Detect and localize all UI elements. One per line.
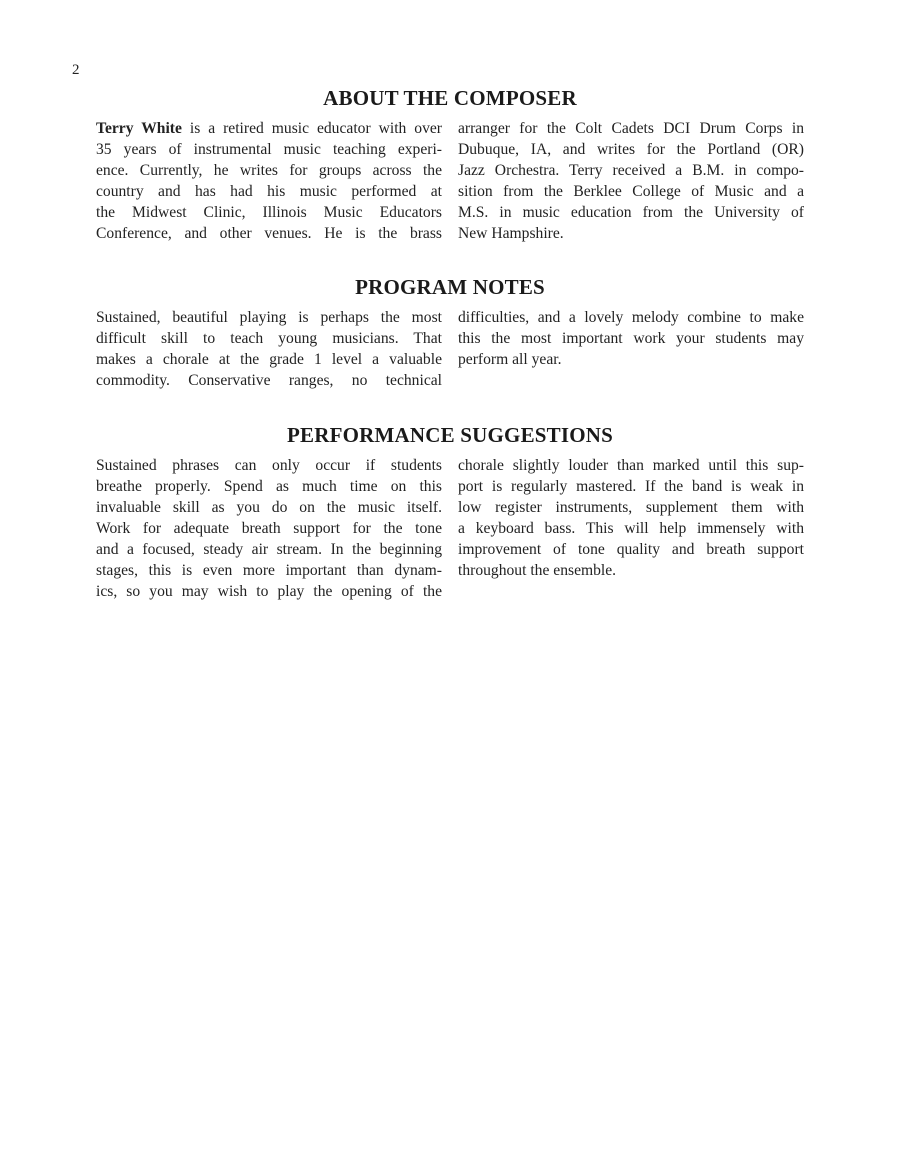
text-line	[96, 118, 442, 139]
text-line: Work for adequate breath support for the tone	[96, 520, 442, 537]
text-span: is a retired music educator with over	[181, 120, 442, 137]
text-line: difficulties, and a lovely melody combine to make	[458, 309, 804, 326]
text-line: ence. Currently, he writes for groups across the	[96, 162, 442, 179]
composer-name: Terry White	[96, 120, 182, 137]
text-line: a keyboard bass. This will help immensely with	[458, 520, 804, 537]
text-line: commodity. Conservative ranges, no technical	[96, 372, 442, 389]
program-notes-columns	[96, 307, 804, 391]
performance-suggestions-right-column	[458, 455, 804, 602]
text-line: Jazz Orchestra. Terry received a B.M. in compo-	[458, 162, 804, 179]
text-line: the Midwest Clinic, Illinois Music Educators	[96, 204, 442, 221]
program-notes-heading: PROGRAM NOTES	[355, 275, 545, 299]
about-composer-left-column	[96, 118, 442, 244]
text-line: Sustained, beautiful playing is perhaps the most	[96, 309, 442, 326]
program-notes-left-column	[96, 307, 442, 391]
text-line: perform all year.	[458, 351, 562, 368]
about-composer-columns	[96, 118, 804, 244]
text-line: sition from the Berklee College of Music and a	[458, 183, 804, 200]
text-line: M.S. in music education from the University of	[458, 204, 804, 221]
performance-suggestions-heading: PERFORMANCE SUGGESTIONS	[286, 423, 614, 447]
about-composer-section	[96, 85, 804, 244]
text-line: arranger for the Colt Cadets DCI Drum Corps in	[458, 120, 804, 137]
text-line: Dubuque, IA, and writes for the Portland (OR)	[458, 141, 804, 158]
about-composer-right-column	[458, 118, 804, 244]
text-line: difficult skill to teach young musicians. That	[96, 330, 442, 347]
text-line: makes a chorale at the grade 1 level a valuable	[96, 351, 442, 368]
text-line: throughout the ensemble.	[458, 562, 617, 579]
text-line: chorale slightly louder than marked until this sup-	[458, 457, 804, 474]
text-line: Conference, and other venues. He is the brass	[96, 225, 442, 242]
text-line: breathe properly. Spend as much time on this	[96, 478, 442, 495]
performance-suggestions-columns	[96, 455, 804, 602]
about-composer-heading: ABOUT THE COMPOSER	[323, 86, 577, 110]
text-line: improvement of tone quality and breath support	[458, 541, 804, 558]
program-notes-section	[96, 274, 804, 391]
text-line: and a focused, steady air stream. In the beginning	[96, 541, 442, 558]
text-line: country and has had his music performed at	[96, 183, 442, 200]
page-number: 2	[72, 62, 80, 78]
text-line: stages, this is even more important than dynam-	[96, 562, 442, 579]
text-line: port is regularly mastered. If the band is weak in	[458, 478, 804, 495]
text-line: invaluable skill as you do on the music itself.	[96, 499, 442, 516]
text-line: low register instruments, supplement them with	[458, 499, 804, 516]
text-line: 35 years of instrumental music teaching experi-	[96, 141, 442, 158]
performance-suggestions-section	[96, 422, 804, 602]
text-line: this the most important work your students may	[458, 330, 804, 347]
text-line: New Hampshire.	[458, 225, 564, 242]
text-line: Sustained phrases can only occur if students	[96, 457, 442, 474]
performance-suggestions-left-column	[96, 455, 442, 602]
program-notes-right-column	[458, 307, 804, 391]
text-line: ics, so you may wish to play the opening of the	[96, 583, 442, 600]
